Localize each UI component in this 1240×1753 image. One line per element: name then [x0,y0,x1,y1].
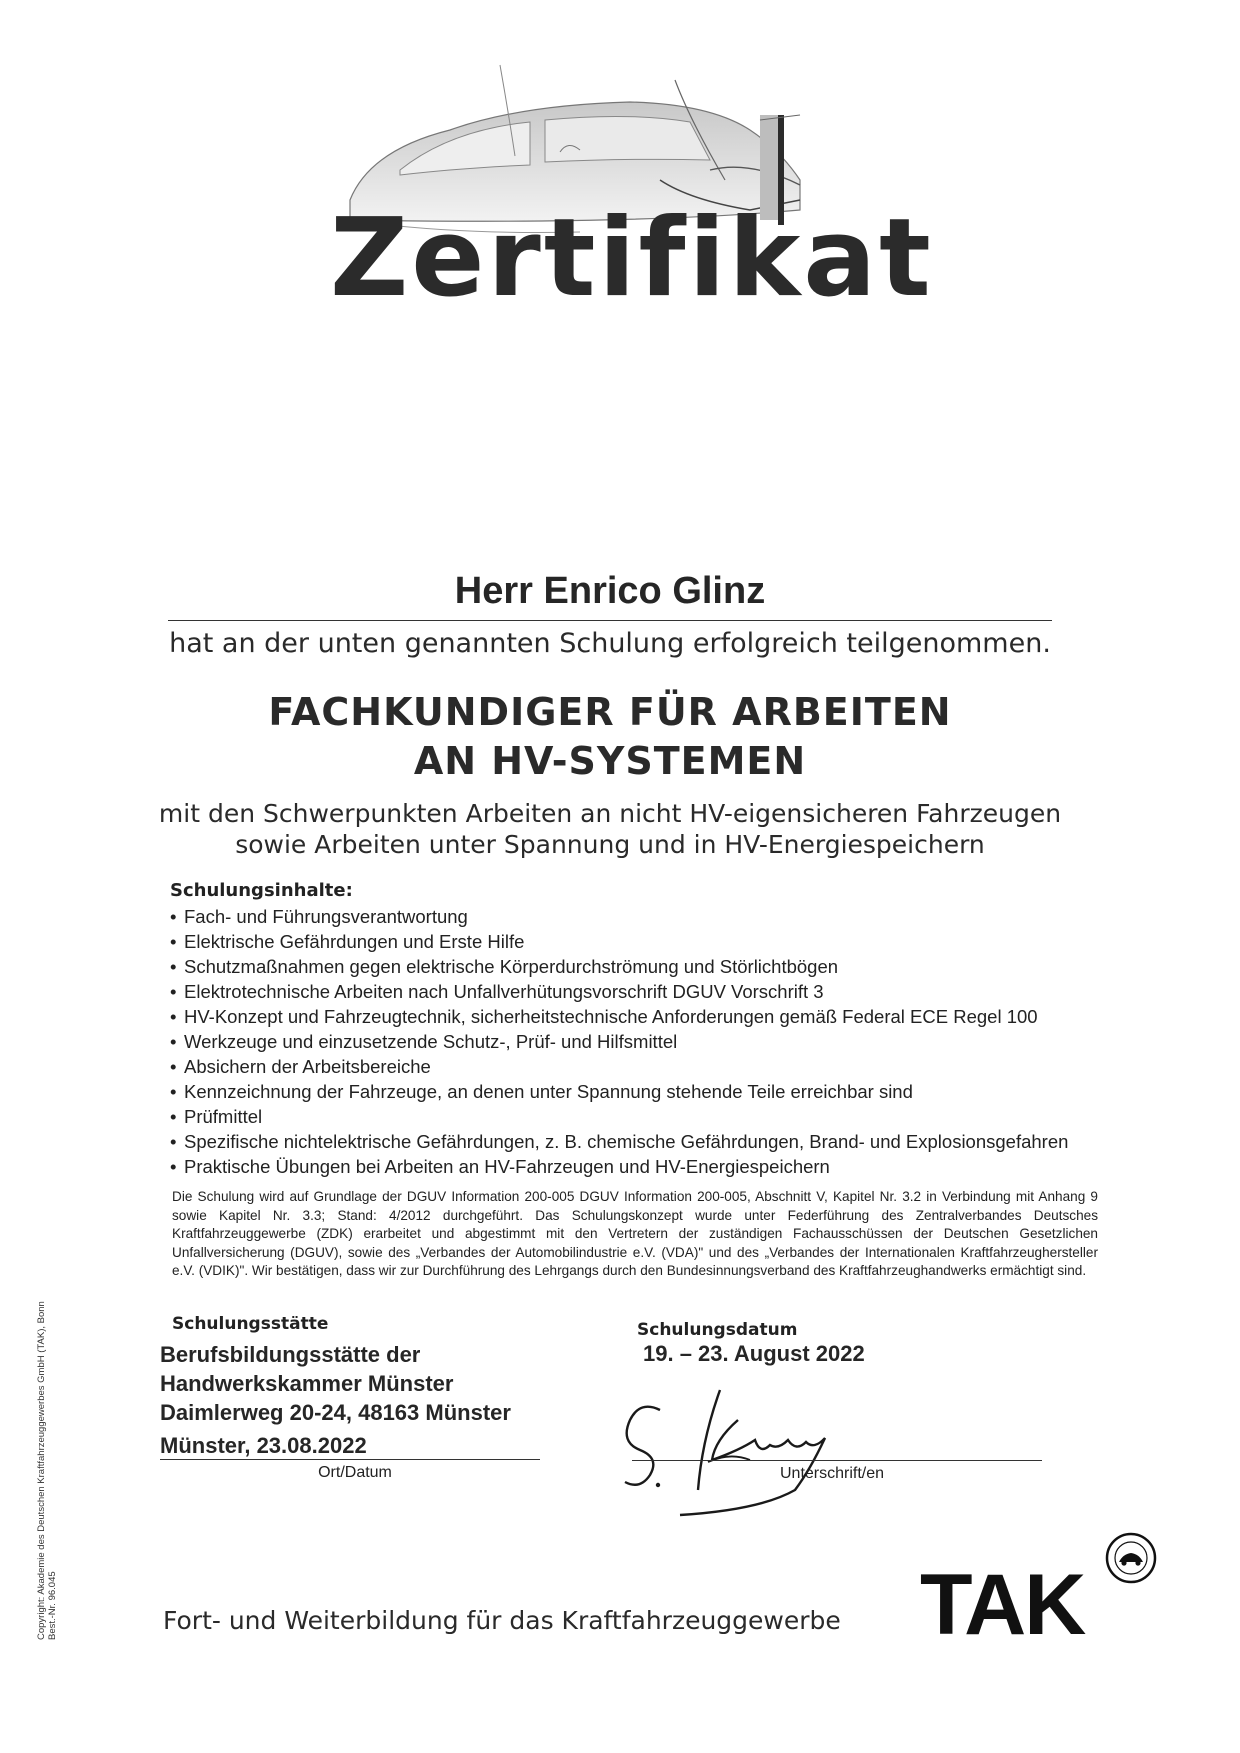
list-item [170,929,1100,954]
copyright-line-1: Copyright: Akademie des Deutschen Kraftfahrzeuggewerbes GmbH (TAK), Bonn [36,1301,47,1640]
list-item-text: Absichern der Arbeitsbereiche [184,1056,431,1077]
participation-statement: hat an der unten genannten Schulung erfolgreich teilgenommen. [169,628,1051,659]
training-date-value: 19. – 23. August 2022 [643,1341,865,1366]
venue-line-3: Daimlerweg 20-24, 48163 Münster [160,1400,511,1425]
list-item-text: Kennzeichnung der Fahrzeuge, an denen unter Spannung stehende Teile erreichbar sind [184,1081,913,1102]
bullet-icon: • [170,931,177,952]
place-date-value: Münster, 23.08.2022 [160,1433,367,1458]
list-item [170,1054,1100,1079]
list-item-text: Spezifische nichtelektrische Gefährdungen, z. B. chemische Gefährdungen, Brand- und Explosionsgefahren [184,1131,1069,1152]
course-title [140,688,1080,787]
handwritten-signature [620,1380,880,1520]
list-item-text: Schutzmaßnahmen gegen elektrische Körperdurchströmung und Störlichtbögen [184,956,839,977]
list-item-text: Elektrotechnische Arbeiten nach Unfallverhütungsvorschrift DGUV Vorschrift 3 [184,981,824,1002]
course-title-line-1: FACHKUNDIGER FÜR ARBEITEN [268,690,952,734]
list-item [170,954,1100,979]
bullet-icon: • [170,1131,177,1152]
list-item [170,979,1100,1004]
bullet-icon: • [170,1031,177,1052]
course-focus-line-1: mit den Schwerpunkten Arbeiten an nicht HV-eigensicheren Fahrzeugen [158,799,1062,828]
signature-caption: Unterschrift/en [780,1465,885,1482]
certificate-title: Zertifikat [330,196,934,321]
bullet-icon: • [170,1106,177,1127]
list-item-text: Werkzeuge und einzusetzende Schutz-, Prüf- und Hilfsmittel [184,1031,678,1052]
bullet-icon: • [170,1156,177,1177]
venue-line-2: Handwerkskammer Münster [160,1371,454,1396]
course-focus [140,798,1080,860]
footer-tagline: Fort- und Weiterbildung für das Kraftfahrzeuggewerbe [163,1606,841,1635]
course-title-line-2: AN HV-SYSTEMEN [413,739,807,784]
training-contents-heading: Schulungsinhalte: [170,880,353,901]
venue-address [160,1340,600,1427]
venue-line-1: Berufsbildungsstätte der [160,1342,421,1367]
list-item [170,1004,1100,1029]
legal-notice: Die Schulung wird auf Grundlage der DGUV Information 200-005 DGUV Information 200-005, Abschnitt V, Kapitel Nr. 3.2 in Verbindung mit Anhang 9 sowie Kapitel Nr. 3.3; Stand: 4/2012 durchgeführt. Das Schulungskonzept wurde unter Federführung des Zentralverbandes Deutsches Kraftfahrzeuggewerbe (ZDK) erarbeitet und abgestimmt mit den Vertretern der zuständigen Fachausschüssen der Deutschen Gesetzlichen Unfallversicherung (DGUV), sowie des „Verbandes der Automobilindustrie e.V. (VDA)" und des „Verbandes der Internationalen Kraftfahrzeughersteller e.V. (VDIK)". Wir bestätigen, dass wir zur Durchführung des Lehrgangs durch den Bundesinnungsverband des Kraftfahrzeughandwerks ermächtigt sind. [172,1189,1098,1278]
bullet-icon: • [170,1056,177,1077]
list-item-text: Prüfmittel [184,1106,263,1127]
list-item [170,1129,1100,1154]
list-item [170,1104,1100,1129]
list-item [170,1029,1100,1054]
course-focus-line-2: sowie Arbeiten unter Spannung und in HV-Energiespeichern [235,830,985,859]
recipient-underline [168,620,1052,621]
bullet-icon: • [170,981,177,1002]
place-date-line [160,1459,540,1460]
training-date-heading: Schulungsdatum [637,1320,798,1340]
recipient-name: Herr Enrico Glinz [454,570,766,612]
venue-heading: Schulungsstätte [172,1314,329,1334]
signature-line [632,1460,1042,1461]
bullet-icon: • [170,906,177,927]
list-item [170,1154,1100,1179]
training-contents-list [170,904,1100,1179]
kfz-gewerbe-seal-icon [1105,1532,1157,1584]
bullet-icon: • [170,1006,177,1027]
list-item-text: HV-Konzept und Fahrzeugtechnik, sicherheitstechnische Anforderungen gemäß Federal ECE Regel 100 [184,1006,1038,1027]
copyright-line-2: Best.-Nr. 96.045 [47,1571,58,1640]
list-item [170,1079,1100,1104]
tak-logo: TAK [920,1557,1085,1653]
bullet-icon: • [170,956,177,977]
list-item-text: Praktische Übungen bei Arbeiten an HV-Fahrzeugen und HV-Energiespeichern [184,1156,830,1177]
bullet-icon: • [170,1081,177,1102]
list-item [170,904,1100,929]
training-contents [170,880,1100,1179]
copyright-notice [36,1220,58,1640]
list-item-text: Elektrische Gefährdungen und Erste Hilfe [184,931,525,952]
place-date-caption: Ort/Datum [318,1464,392,1481]
list-item-text: Fach- und Führungsverantwortung [184,906,468,927]
